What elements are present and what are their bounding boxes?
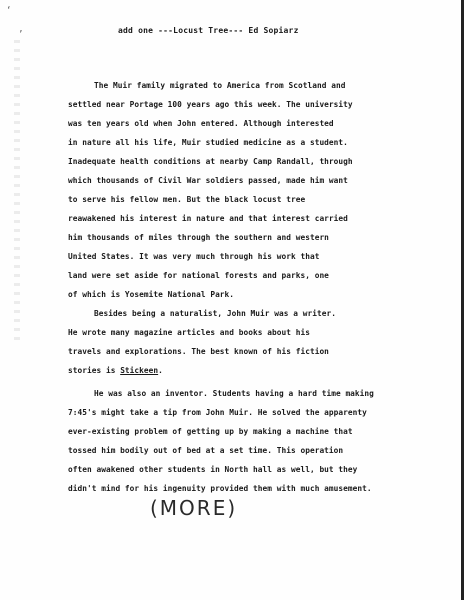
text-line: him thousands of miles through the southern and western xyxy=(68,233,329,242)
text-line: Besides being a naturalist, John Muir was a writer. xyxy=(94,309,336,318)
text-line: The Muir family migrated to America from Scotland and xyxy=(94,81,346,90)
margin-bleed-through xyxy=(14,40,20,340)
corner-mark: ‘ xyxy=(6,6,12,16)
text-line: land were set aside for national forests and parks, one xyxy=(68,271,329,280)
text-line: ever-existing problem of getting up by making a machine that xyxy=(68,427,353,436)
text-line: was ten years old when John entered. Although interested xyxy=(68,119,334,128)
text-fragment: stories is xyxy=(68,366,121,375)
text-line: tossed him bodily out of bed at a set time. This operation xyxy=(68,446,344,455)
text-line xyxy=(68,367,163,375)
text-line: United States. It was very much through his work that xyxy=(68,252,320,261)
text-line: He was also an inventor. Students having a hard time making xyxy=(94,389,374,398)
text-line: which thousands of Civil War soldiers passed, made him want xyxy=(68,176,348,185)
text-line: in nature all his life, Muir studied medicine as a student. xyxy=(68,138,348,147)
text-line: 7:45's might take a tip from John Muir. He solved the apparenty xyxy=(68,408,367,417)
text-line: often awakened other students in North hall as well, but they xyxy=(68,465,358,474)
text-line: travels and explorations. The best known of his fiction xyxy=(68,347,329,356)
text-line: reawakened his interest in nature and that interest carried xyxy=(68,214,348,223)
text-line: of which is Yosemite National Park. xyxy=(68,290,235,299)
slug-line: add one ---Locust Tree--- Ed Sopiarz xyxy=(118,26,299,35)
text-fragment: . xyxy=(158,366,163,375)
text-line: Inadequate health conditions at nearby Camp Randall, through xyxy=(68,157,353,166)
text-line: to serve his fellow men. But the black locust tree xyxy=(68,195,306,204)
book-title-stickeen: Stickeen xyxy=(120,366,159,375)
text-line: didn't mind for his ingenuity provided them with much amusement. xyxy=(68,484,372,493)
text-line: settled near Portage 100 years ago this week. The university xyxy=(68,100,353,109)
handwritten-more-note: (MORE) xyxy=(150,496,238,520)
corner-mark: ’ xyxy=(18,30,24,40)
text-line: He wrote many magazine articles and books about his xyxy=(68,328,310,337)
